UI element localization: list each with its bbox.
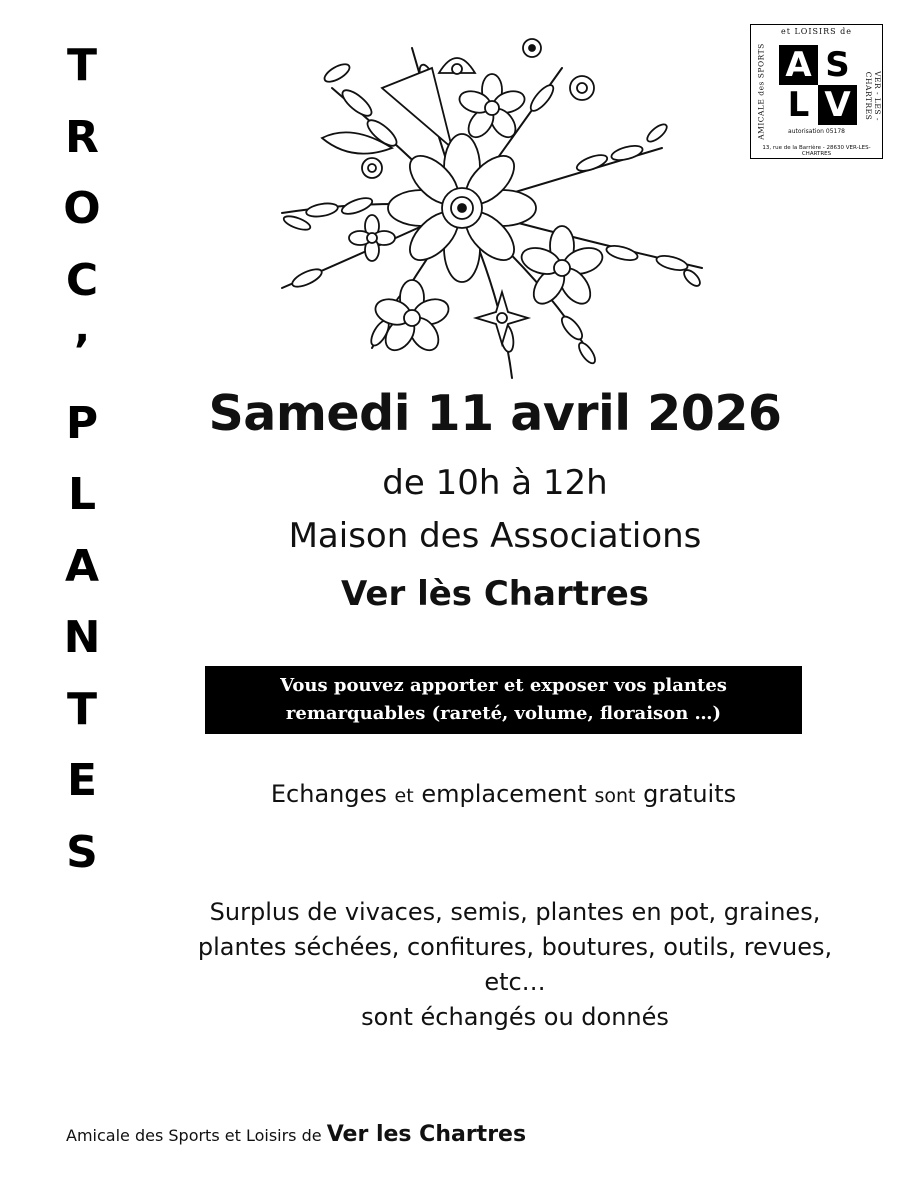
- event-time: de 10h à 12h: [382, 463, 608, 503]
- free-notice: [205, 780, 802, 808]
- title-letter: R: [65, 111, 99, 163]
- title-letter: E: [66, 755, 98, 806]
- banner-line: Vous pouvez apporter et exposer vos plantes: [280, 675, 727, 696]
- exhibit-banner: [205, 666, 802, 734]
- free-word: Echanges: [270, 780, 387, 808]
- free-word: gratuits: [643, 780, 737, 808]
- logo-letter-grid: [779, 45, 857, 123]
- items-line: plantes séchées, confitures, boutures, outils, revues,: [197, 933, 833, 961]
- title-letter: A: [64, 540, 100, 592]
- logo-top-text: et LOISIRS de: [780, 27, 853, 36]
- logo-right-text: VER - LES - CHARTRES: [864, 71, 882, 121]
- free-word: sont: [594, 785, 636, 807]
- items-line: etc…: [484, 968, 546, 996]
- free-word: emplacement: [421, 780, 587, 808]
- flower-bouquet-illustration: [262, 28, 712, 388]
- title-letter: S: [66, 826, 98, 878]
- title-letter: L: [67, 469, 97, 520]
- title-letter: P: [65, 397, 99, 449]
- title-letter: N: [63, 612, 101, 663]
- title-letter: ’: [73, 326, 91, 377]
- footer-organizer: [66, 1122, 526, 1147]
- event-town: Ver lès Chartres: [340, 574, 650, 614]
- aslv-logo: [750, 24, 883, 159]
- free-word: et: [394, 785, 414, 807]
- event-place: Maison des Associations: [288, 516, 702, 556]
- banner-line: remarquables (rareté, volume, floraison …): [285, 703, 722, 724]
- vertical-title: [52, 30, 112, 888]
- logo-authorisation: autorisation 05178: [788, 128, 845, 135]
- title-letter: C: [65, 254, 99, 306]
- logo-letter: S: [818, 45, 857, 85]
- items-line: Surplus de vivaces, semis, plantes en pot, graines,: [209, 898, 821, 926]
- logo-letter: L: [779, 85, 818, 125]
- title-letter: T: [66, 683, 97, 735]
- event-date: Samedi 11 avril 2026: [208, 385, 782, 442]
- logo-address: 13, rue de la Barrière - 28630 VER-LES-CHARTRES: [762, 145, 871, 157]
- items-line: sont échangés ou donnés: [361, 1003, 669, 1031]
- logo-letter: A: [779, 45, 818, 85]
- title-letter: O: [63, 183, 101, 234]
- title-letter: T: [66, 40, 97, 91]
- footer-prefix: Amicale des Sports et Loisirs de: [66, 1126, 322, 1145]
- items-paragraph: [150, 895, 880, 1035]
- logo-left-text: AMICALE des SPORTS: [756, 43, 766, 140]
- footer-name: Ver les Chartres: [326, 1122, 527, 1147]
- logo-letter: V: [818, 85, 857, 125]
